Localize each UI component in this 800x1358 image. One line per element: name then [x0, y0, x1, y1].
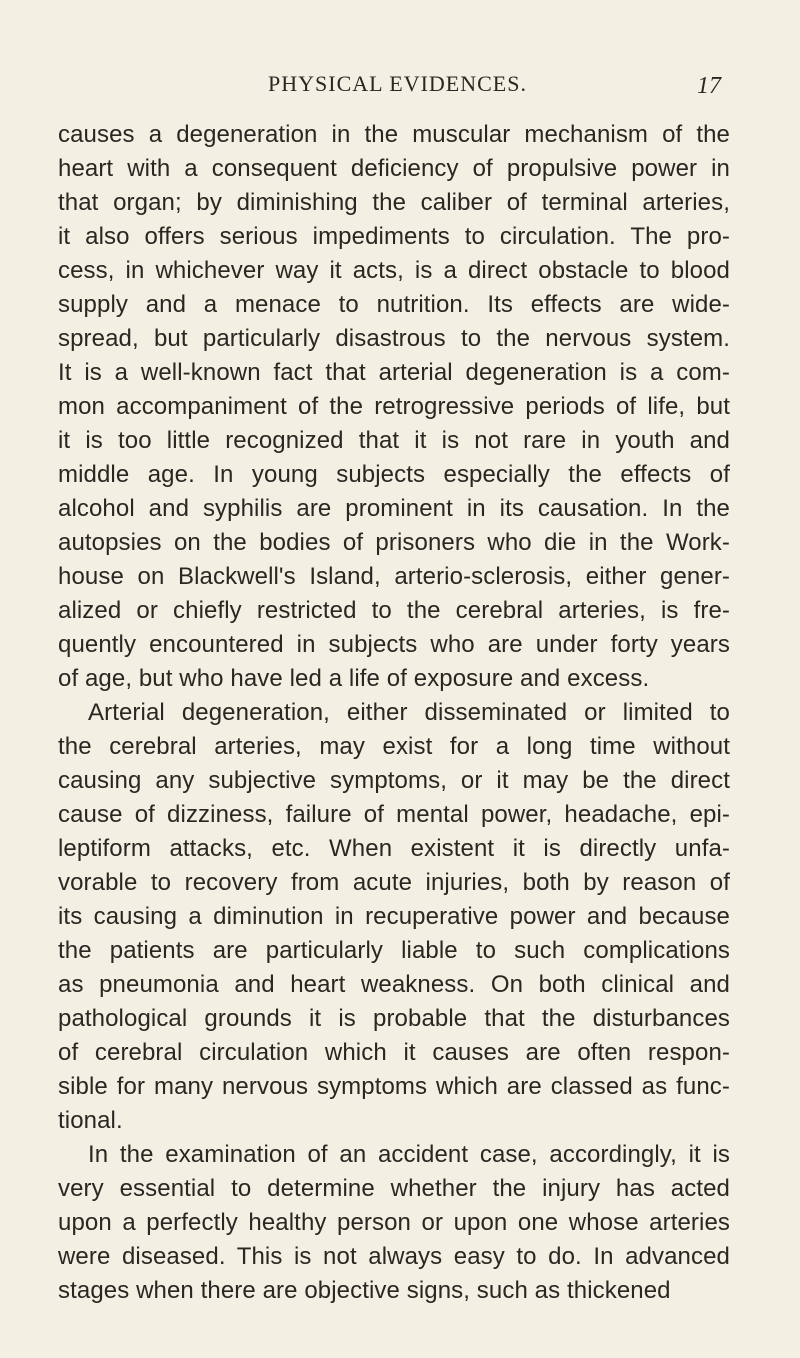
- text-line: tional.: [58, 1107, 123, 1134]
- text-line: leptiform attacks, etc. When existent it is directly unfa-: [58, 835, 730, 862]
- text-line: sible for many nervous symptoms which are classed as func-: [58, 1073, 730, 1100]
- text-line: it is too little recognized that it is not rare in youth and: [58, 427, 730, 454]
- text-line: middle age. In young subjects especially the effects of: [58, 461, 730, 488]
- text-line: very essential to determine whether the injury has acted: [58, 1175, 730, 1202]
- text-line: heart with a consequent deficiency of propulsive power in: [58, 155, 730, 182]
- text-line: pathological grounds it is probable that the disturbances: [58, 1005, 730, 1032]
- text-line: were diseased. This is not always easy to do. In advanced: [58, 1243, 730, 1270]
- text-line: supply and a menace to nutrition. Its effects are wide-: [58, 291, 730, 318]
- text-line: as pneumonia and heart weakness. On both clinical and: [58, 971, 730, 998]
- text-line: causing any subjective symptoms, or it may be the direct: [58, 767, 730, 794]
- text-line: quently encountered in subjects who are under forty years: [58, 631, 730, 658]
- text-line: the patients are particularly liable to such complications: [58, 937, 730, 964]
- text-line: of age, but who have led a life of exposure and excess.: [58, 665, 650, 692]
- text-line: In the examination of an accident case, accordingly, it is: [88, 1141, 730, 1168]
- text-line: upon a perfectly healthy person or upon one whose arteries: [58, 1209, 730, 1236]
- text-line: it also offers serious impediments to circulation. The pro-: [58, 223, 730, 250]
- text-line: autopsies on the bodies of prisoners who die in the Work-: [58, 529, 730, 556]
- text-line: spread, but particularly disastrous to the nervous system.: [58, 325, 730, 352]
- text-line: alized or chiefly restricted to the cerebral arteries, is fre-: [58, 597, 730, 624]
- text-line: house on Blackwell's Island, arterio-sclerosis, either gener-: [58, 563, 730, 590]
- page-number: 17: [697, 73, 721, 99]
- text-line: the cerebral arteries, may exist for a long time without: [58, 733, 730, 760]
- text-line: its causing a diminution in recuperative power and because: [58, 903, 730, 930]
- text-line: mon accompaniment of the retrogressive periods of life, but: [58, 393, 730, 420]
- text-line: It is a well-known fact that arterial degeneration is a com-: [58, 359, 730, 386]
- text-line: vorable to recovery from acute injuries, both by reason of: [58, 869, 730, 896]
- running-head: PHYSICAL EVIDENCES.: [268, 71, 527, 96]
- text-line: cess, in whichever way it acts, is a direct obstacle to blood: [58, 257, 730, 284]
- text-line: that organ; by diminishing the caliber of terminal arteries,: [58, 189, 730, 216]
- text-line: Arterial degeneration, either disseminated or limited to: [88, 699, 730, 726]
- text-line: stages when there are objective signs, such as thickened: [58, 1277, 671, 1304]
- text-line: alcohol and syphilis are prominent in its causation. In the: [58, 495, 730, 522]
- text-line: causes a degeneration in the muscular mechanism of the: [58, 121, 730, 148]
- text-line: of cerebral circulation which it causes are often respon-: [58, 1039, 730, 1066]
- body-text: [58, 118, 730, 1308]
- text-line: cause of dizziness, failure of mental power, headache, epi-: [58, 801, 730, 828]
